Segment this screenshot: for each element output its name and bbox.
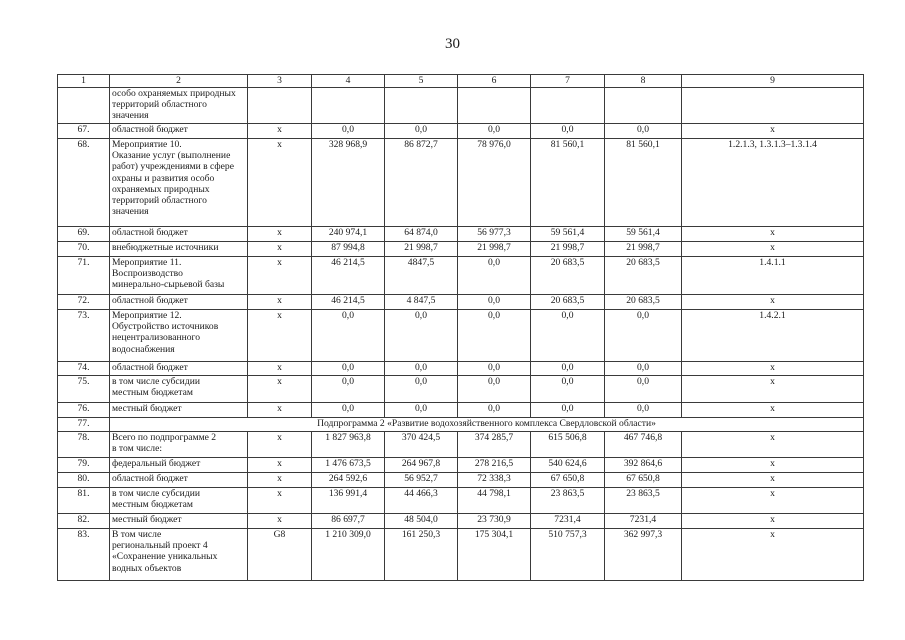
value-cell: 278 216,5 [458,458,531,473]
row-number-cell: 71. [58,257,110,295]
target-ref-cell: x [682,124,864,139]
item-name-cell [110,376,248,403]
row-number-cell: 81. [58,488,110,514]
item-name-line: местным бюджетам [112,387,193,399]
value-cell: 21 998,7 [458,242,531,257]
value-cell: 175 304,1 [458,529,531,581]
value-cell: 0,0 [605,376,682,403]
item-name-cell [110,295,248,310]
item-name-line: местный бюджет [112,403,182,414]
table-row [58,432,864,458]
code-cell: x [248,257,312,295]
value-cell: 0,0 [385,124,458,139]
value-cell: 87 994,8 [312,242,385,257]
table-row [58,418,864,432]
value-cell: 540 624,6 [531,458,605,473]
item-name-line: областной бюджет [112,362,188,373]
item-name-line: в том числе: [112,443,163,455]
value-cell: 81 560,1 [531,139,605,227]
code-cell: x [248,432,312,458]
value-cell: 44 798,1 [458,488,531,514]
table-row [58,488,864,514]
target-ref-cell: x [682,488,864,514]
table-row [58,376,864,403]
item-name-line: охраняемых природных [112,183,210,195]
item-name-line: работ) учреждениями в сфере [112,161,234,173]
column-number-header-row [58,75,864,88]
item-name-cell [110,458,248,473]
target-ref-cell: x [682,362,864,376]
value-cell: 59 561,4 [531,227,605,242]
target-ref-cell: x [682,242,864,257]
item-name-cell [110,362,248,376]
code-cell: x [248,124,312,139]
value-cell: 374 285,7 [458,432,531,458]
value-cell: 20 683,5 [605,295,682,310]
value-cell: 67 650,8 [531,473,605,488]
value-cell: 20 683,5 [531,295,605,310]
value-cell: 0,0 [531,310,605,362]
value-cell: 0,0 [605,124,682,139]
code-cell: x [248,473,312,488]
item-name-line: территорий областного [112,99,207,111]
value-cell: 0,0 [458,257,531,295]
item-name-cell [110,257,248,295]
header-cell: 3 [248,75,312,88]
value-cell: 86 872,7 [385,139,458,227]
row-number-cell: 67. [58,124,110,139]
item-name-cell [110,473,248,488]
item-name-line: федеральный бюджет [112,458,201,469]
target-ref-cell: x [682,529,864,581]
item-name-line: значения [112,110,149,122]
code-cell: x [248,227,312,242]
value-cell: 0,0 [312,362,385,376]
value-cell [531,88,605,124]
item-name-line: территорий областного [112,195,207,207]
item-name-line: В том числе [112,529,162,540]
item-name-line: в том числе субсидии [112,488,200,499]
code-cell [248,88,312,124]
code-cell: x [248,403,312,418]
header-cell: 8 [605,75,682,88]
value-cell: 328 968,9 [312,139,385,227]
item-name-line: особо охраняемых природных [112,88,236,99]
item-name-cell [110,88,248,124]
value-cell: 44 466,3 [385,488,458,514]
value-cell: 20 683,5 [605,257,682,295]
value-cell: 510 757,3 [531,529,605,581]
target-ref-cell: x [682,376,864,403]
item-name-line: значения [112,206,149,218]
item-name-line: Мероприятие 11. [112,257,182,268]
table-row [58,139,864,227]
item-name-line: Мероприятие 12. [112,310,182,321]
target-ref-cell: x [682,432,864,458]
target-ref-cell: 1.4.1.1 [682,257,864,295]
value-cell: 0,0 [605,362,682,376]
row-number-cell: 80. [58,473,110,488]
item-name-cell [110,310,248,362]
row-number-cell: 74. [58,362,110,376]
target-ref-cell: x [682,458,864,473]
row-number-cell: 72. [58,295,110,310]
value-cell: 136 991,4 [312,488,385,514]
row-number-cell: 78. [58,432,110,458]
item-name-line: внебюджетные источники [112,242,219,253]
target-ref-cell: x [682,514,864,529]
row-number-cell [58,88,110,124]
value-cell: 21 998,7 [531,242,605,257]
table-row [58,514,864,529]
value-cell: 264 592,6 [312,473,385,488]
value-cell: 0,0 [385,376,458,403]
row-number-cell: 75. [58,376,110,403]
item-name-line: местным бюджетам [112,499,193,511]
target-ref-cell: 1.4.2.1 [682,310,864,362]
value-cell: 59 561,4 [605,227,682,242]
table-row [58,295,864,310]
item-name-line: Воспроизводство [112,268,183,280]
row-number-cell: 83. [58,529,110,581]
item-name-cell [110,139,248,227]
value-cell: 46 214,5 [312,295,385,310]
code-cell: x [248,458,312,473]
item-name-cell [110,514,248,529]
header-cell: 6 [458,75,531,88]
value-cell: 23 863,5 [605,488,682,514]
table-row [58,473,864,488]
table-row [58,362,864,376]
target-ref-cell: x [682,295,864,310]
value-cell: 0,0 [531,362,605,376]
value-cell: 0,0 [531,376,605,403]
code-cell: G8 [248,529,312,581]
value-cell: 7231,4 [605,514,682,529]
code-cell: x [248,242,312,257]
value-cell: 0,0 [385,362,458,376]
code-cell: x [248,310,312,362]
row-number-cell: 70. [58,242,110,257]
item-name-line: «Сохранение уникальных [112,551,218,563]
value-cell: 0,0 [458,310,531,362]
value-cell: 0,0 [312,376,385,403]
code-cell: x [248,139,312,227]
header-cell: 7 [531,75,605,88]
item-name-line: охраны и развития особо [112,172,215,184]
row-number-cell: 82. [58,514,110,529]
table-row [58,242,864,257]
code-cell: x [248,295,312,310]
item-name-cell [110,124,248,139]
item-name-line: в том числе субсидии [112,376,200,387]
value-cell: 78 976,0 [458,139,531,227]
header-cell: 5 [385,75,458,88]
value-cell: 81 560,1 [605,139,682,227]
row-number-cell: 79. [58,458,110,473]
value-cell: 72 338,3 [458,473,531,488]
value-cell [312,88,385,124]
code-cell: x [248,376,312,403]
target-ref-cell: 1.2.1.3, 1.3.1.3–1.3.1.4 [682,139,864,227]
value-cell: 48 504,0 [385,514,458,529]
value-cell: 86 697,7 [312,514,385,529]
value-cell: 0,0 [385,403,458,418]
target-ref-cell: x [682,403,864,418]
code-cell: x [248,514,312,529]
item-name-cell [110,403,248,418]
row-number-cell: 73. [58,310,110,362]
code-cell: x [248,488,312,514]
table-row [58,257,864,295]
header-cell: 4 [312,75,385,88]
value-cell: 0,0 [605,403,682,418]
page-number: 30 [445,36,460,52]
value-cell [385,88,458,124]
value-cell [458,88,531,124]
target-ref-cell [682,88,864,124]
item-name-line: областной бюджет [112,295,188,306]
item-name-line: Обустройство источников [112,321,219,333]
value-cell: 370 424,5 [385,432,458,458]
item-name-line: Оказание услуг (выполнение [112,150,231,162]
value-cell: 1 827 963,8 [312,432,385,458]
value-cell: 1 476 673,5 [312,458,385,473]
item-name-cell [110,432,248,458]
table-row [58,227,864,242]
value-cell: 56 952,7 [385,473,458,488]
table-row [58,88,864,124]
value-cell: 23 730,9 [458,514,531,529]
code-cell: x [248,362,312,376]
table-row [58,458,864,473]
row-number-cell: 77. [58,418,110,432]
value-cell: 56 977,3 [458,227,531,242]
value-cell: 64 874,0 [385,227,458,242]
item-name-line: региональный проект 4 [112,540,208,552]
value-cell: 0,0 [458,124,531,139]
value-cell: 0,0 [312,124,385,139]
item-name-line: Мероприятие 10. [112,139,182,150]
item-name-line: водных объектов [112,562,182,574]
value-cell: 4 847,5 [385,295,458,310]
value-cell: 392 864,6 [605,458,682,473]
item-name-cell [110,227,248,242]
value-cell: 46 214,5 [312,257,385,295]
item-name-line: областной бюджет [112,124,188,135]
value-cell [605,88,682,124]
header-cell: 2 [110,75,248,88]
item-name-line: нецентрализованного [112,332,201,344]
value-cell: 362 997,3 [605,529,682,581]
header-cell: 1 [58,75,110,88]
row-number-cell: 69. [58,227,110,242]
row-number-cell: 76. [58,403,110,418]
item-name-cell [110,529,248,581]
table-row [58,310,864,362]
item-name-line: областной бюджет [112,473,188,484]
subprogram-title-cell: Подпрограмма 2 «Развитие водохозяйственного комплекса Свердловской области» [110,418,864,432]
value-cell: 0,0 [312,310,385,362]
header-cell: 9 [682,75,864,88]
value-cell: 1 210 309,0 [312,529,385,581]
value-cell: 0,0 [605,310,682,362]
value-cell: 0,0 [458,403,531,418]
value-cell: 0,0 [385,310,458,362]
value-cell: 0,0 [458,295,531,310]
value-cell: 21 998,7 [385,242,458,257]
value-cell: 4847,5 [385,257,458,295]
table-row [58,403,864,418]
value-cell: 67 650,8 [605,473,682,488]
value-cell: 467 746,8 [605,432,682,458]
item-name-line: минерально-сырьевой базы [112,279,225,291]
value-cell: 23 863,5 [531,488,605,514]
target-ref-cell: x [682,473,864,488]
value-cell: 0,0 [312,403,385,418]
value-cell: 264 967,8 [385,458,458,473]
row-number-cell: 68. [58,139,110,227]
item-name-line: местный бюджет [112,514,182,525]
value-cell: 615 506,8 [531,432,605,458]
item-name-cell [110,242,248,257]
target-ref-cell: x [682,227,864,242]
item-name-line: областной бюджет [112,227,188,238]
value-cell: 21 998,7 [605,242,682,257]
item-name-line: Всего по подпрограмме 2 [112,432,217,443]
value-cell: 20 683,5 [531,257,605,295]
value-cell: 0,0 [531,403,605,418]
value-cell: 0,0 [531,124,605,139]
value-cell: 0,0 [458,376,531,403]
item-name-line: водоснабжения [112,343,175,355]
value-cell: 0,0 [458,362,531,376]
value-cell: 161 250,3 [385,529,458,581]
table-row [58,529,864,581]
budget-table [57,74,864,581]
table-row [58,124,864,139]
item-name-cell [110,488,248,514]
value-cell: 7231,4 [531,514,605,529]
value-cell: 240 974,1 [312,227,385,242]
